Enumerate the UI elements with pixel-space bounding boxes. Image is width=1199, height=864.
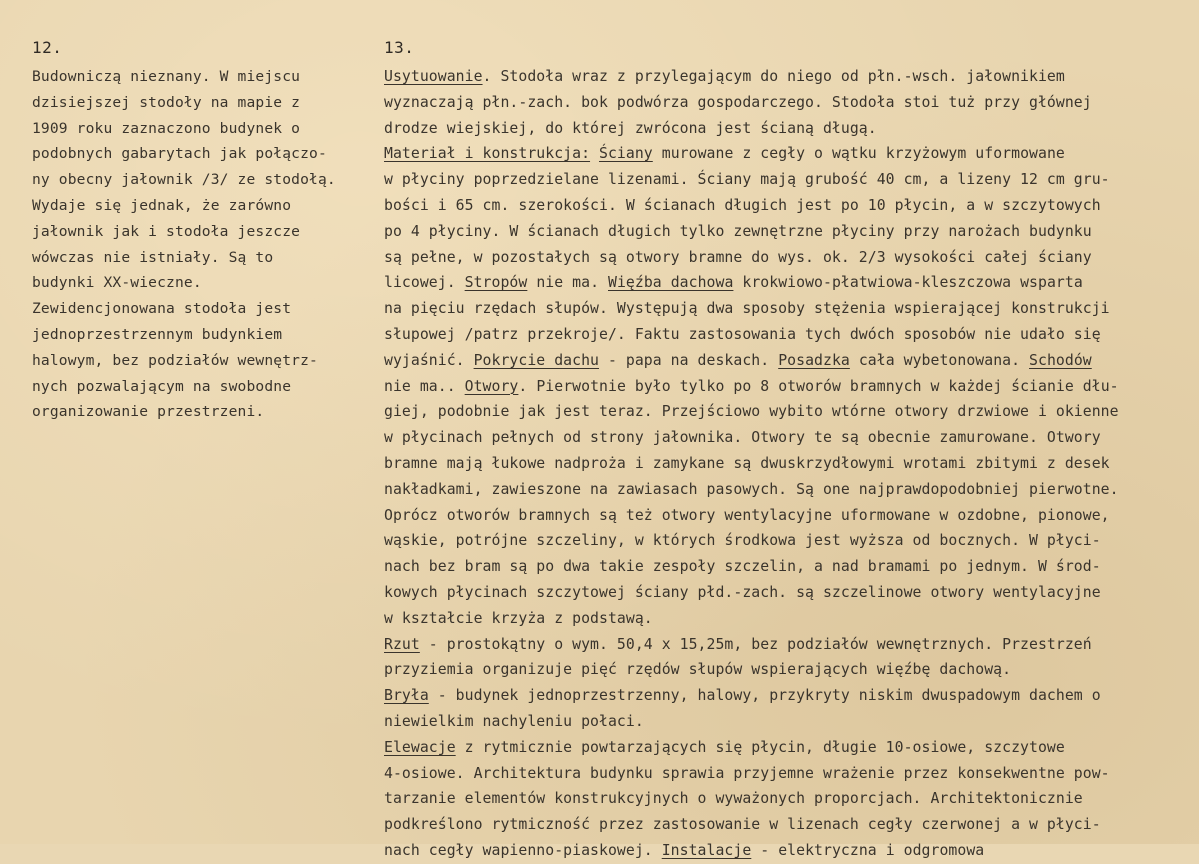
text-line [384,683,1119,709]
text-segment: wyjaśnić. [384,351,474,369]
text-segment: bramne mają łukowe nadproża i zamykane są dwuskrzydłowymi wrotami zbitymi z desek [384,454,1110,472]
text-line [384,503,1119,529]
text-segment: na pięciu rzędach słupów. Występują dwa sposoby stężenia wspierającej konstrukcji [384,300,1110,318]
underlined-heading: Elewacje [384,738,456,756]
text-segment: podkreślono rytmiczność przez zastosowanie w lizenach cegły czerwonej a w płyci- [384,816,1101,834]
text-line [384,554,1119,580]
text-segment: kowych płycinach szczytowej ściany płd.-zach. są szczelinowe otwory wentylacyjne [384,583,1101,601]
text-segment: nakładkami, zawieszone na zawiasach pasowych. Są one najprawdopodobniej pierwotne. [384,480,1119,498]
text-line: wówczas nie istniały. Są to [32,248,274,266]
text-line [384,116,1119,142]
underlined-heading: Instalacje [661,841,752,859]
text-line [384,735,1119,761]
text-line [384,451,1119,477]
text-segment: cała wybetonowana. [849,351,1030,369]
text-line [384,296,1119,322]
text-line [384,812,1119,838]
text-line [384,270,1119,296]
text-segment: . Pierwotnie było tylko po 8 otworów bramnych w każdej ścianie dłu- [518,377,1119,395]
text-segment: w płyciny poprzedzielane lizenami. Ściany mają grubość 40 cm, a lizeny 12 cm gru- [384,171,1110,189]
text-segment: nach bez bram są po dwa takie zespoły szczelin, a nad bramami po jednym. W środ- [384,558,1101,576]
text-line [384,322,1119,348]
underlined-heading: Ściany [599,145,653,163]
text-line [384,709,1119,735]
text-segment: wyznaczają płn.-zach. bok podwórza gospodarczego. Stodoła stoi tuż przy głównej [384,93,1092,111]
text-line: budynki XX-wieczne. [32,274,202,292]
text-line [384,632,1119,658]
text-line [384,348,1119,374]
text-segment: - budynek jednoprzestrzenny, halowy, przykryty niskim dwuspadowym dachem o [428,687,1101,705]
underlined-heading: Materiał i konstrukcja: [384,145,591,163]
text-segment: nie ma. [527,274,608,292]
underlined-heading: Schodów [1029,351,1092,369]
left-text-block [32,64,336,425]
text-segment: nie ma.. [384,377,465,395]
right-text-block [384,64,1119,864]
text-segment: słupowej /patrz przekroje/. Faktu zastosowania tych dwóch sposobów nie udało się [384,325,1101,343]
underlined-heading: Rzut [384,635,420,653]
text-line [384,786,1119,812]
page-number: 12. [32,38,63,57]
text-segment: nach cegły wapienno-piaskowej. [384,841,662,859]
text-line [384,399,1119,425]
text-line [384,761,1119,787]
text-segment: przyziemia organizuje pięć rzędów słupów wspierających więźbę dachową. [384,661,1012,679]
text-line: Wydaje się jednak, że zarówno [32,196,292,214]
text-line: jałownik jak i stodoła jeszcze [32,222,301,240]
text-segment: giej, podobnie jak jest teraz. Przejściowo wybito wtórne otwory drzwiowe i okienne [384,403,1119,421]
page-number: 13. [384,38,415,57]
text-line [384,64,1119,90]
text-line [384,219,1119,245]
text-segment: bości i 65 cm. szerokości. W ścianach długich jest po 10 płycin, a w szczytowych [384,196,1101,214]
text-line: ny obecny jałownik /3/ ze stodołą. [32,171,336,189]
text-line [384,580,1119,606]
text-line [384,606,1119,632]
underlined-heading: Otwory [464,377,519,395]
text-line [384,657,1119,683]
text-segment: niewielkim nachyleniu połaci. [384,712,644,730]
text-segment: Oprócz otworów bramnych są też otwory wentylacyjne uformowane w ozdobne, pionowe, [384,506,1110,524]
text-line: podobnych gabarytach jak połączo- [32,145,327,163]
text-line: nych pozwalającym na swobodne [32,377,292,395]
text-segment: tarzanie elementów konstrukcyjnych o wyważonych proporcjach. Architektonicznie [384,790,1083,808]
underlined-heading: Więźba dachowa [608,274,734,292]
underlined-heading: Posadzka [778,351,850,369]
text-line [384,374,1119,400]
text-segment: w płycinach pełnych od strony jałownika. Otwory te są obecnie zamurowane. Otwory [384,429,1101,447]
text-line [384,425,1119,451]
text-segment: - prostokątny o wym. 50,4 x 15,25m, bez podziałów wewnętrznych. Przestrzeń [419,635,1092,653]
underlined-heading: Bryła [384,687,429,705]
text-segment: w kształcie krzyża z podstawą. [384,609,653,627]
text-segment: z rytmicznie powtarzających się płycin, długie 10-osiowe, szczytowe [455,738,1065,756]
text-segment: . Stodoła wraz z przylegającym do niego od płn.-wsch. jałownikiem [482,68,1065,85]
text-segment: wąskie, potrójne szczeliny, w których środkowa jest wyższa od bocznych. W płyci- [384,532,1101,550]
text-line [384,245,1119,271]
text-line [384,477,1119,503]
text-line [384,141,1119,167]
text-line: Budowniczą nieznany. W miejscu [32,68,301,85]
text-segment: po 4 płyciny. W ścianach długich tylko zewnętrzne płyciny przy narożach budynku [384,222,1092,240]
text-segment: są pełne, w pozostałych są otwory bramne do wys. ok. 2/3 wysokości całej ściany [384,248,1092,266]
text-segment: 4-osiowe. Architektura budynku sprawia przyjemne wrażenie przez konsekwentne pow- [384,764,1110,782]
text-segment: - papa na deskach. [599,351,779,369]
text-line [384,193,1119,219]
underlined-heading: Stropów [464,274,528,292]
text-line [384,90,1119,116]
text-line: halowym, bez podziałów wewnętrz- [32,351,318,369]
text-segment: krokwiowo-płatwiowa-kleszczowa wsparta [733,274,1083,292]
text-segment: drodze wiejskiej, do której zwrócona jest ścianą długą. [384,119,877,137]
text-segment [590,145,599,162]
text-line: organizowanie przestrzeni. [32,403,265,421]
text-segment: - elektryczna i odgromowa [751,841,985,859]
text-line [384,528,1119,554]
underlined-heading: Pokrycie dachu [473,351,600,369]
text-line: jednoprzestrzennym budynkiem [32,325,283,343]
text-line: 1909 roku zaznaczono budynek o [32,119,301,137]
text-line [384,838,1119,864]
text-line [384,167,1119,193]
underlined-heading: Usytuowanie [384,68,483,85]
text-segment: murowane z cegły o wątku krzyżowym uformowane [652,145,1065,163]
text-segment: licowej. [384,274,465,292]
text-line: Zewidencjonowana stodoła jest [32,300,292,318]
text-line: dzisiejszej stodoły na mapie z [32,93,301,111]
